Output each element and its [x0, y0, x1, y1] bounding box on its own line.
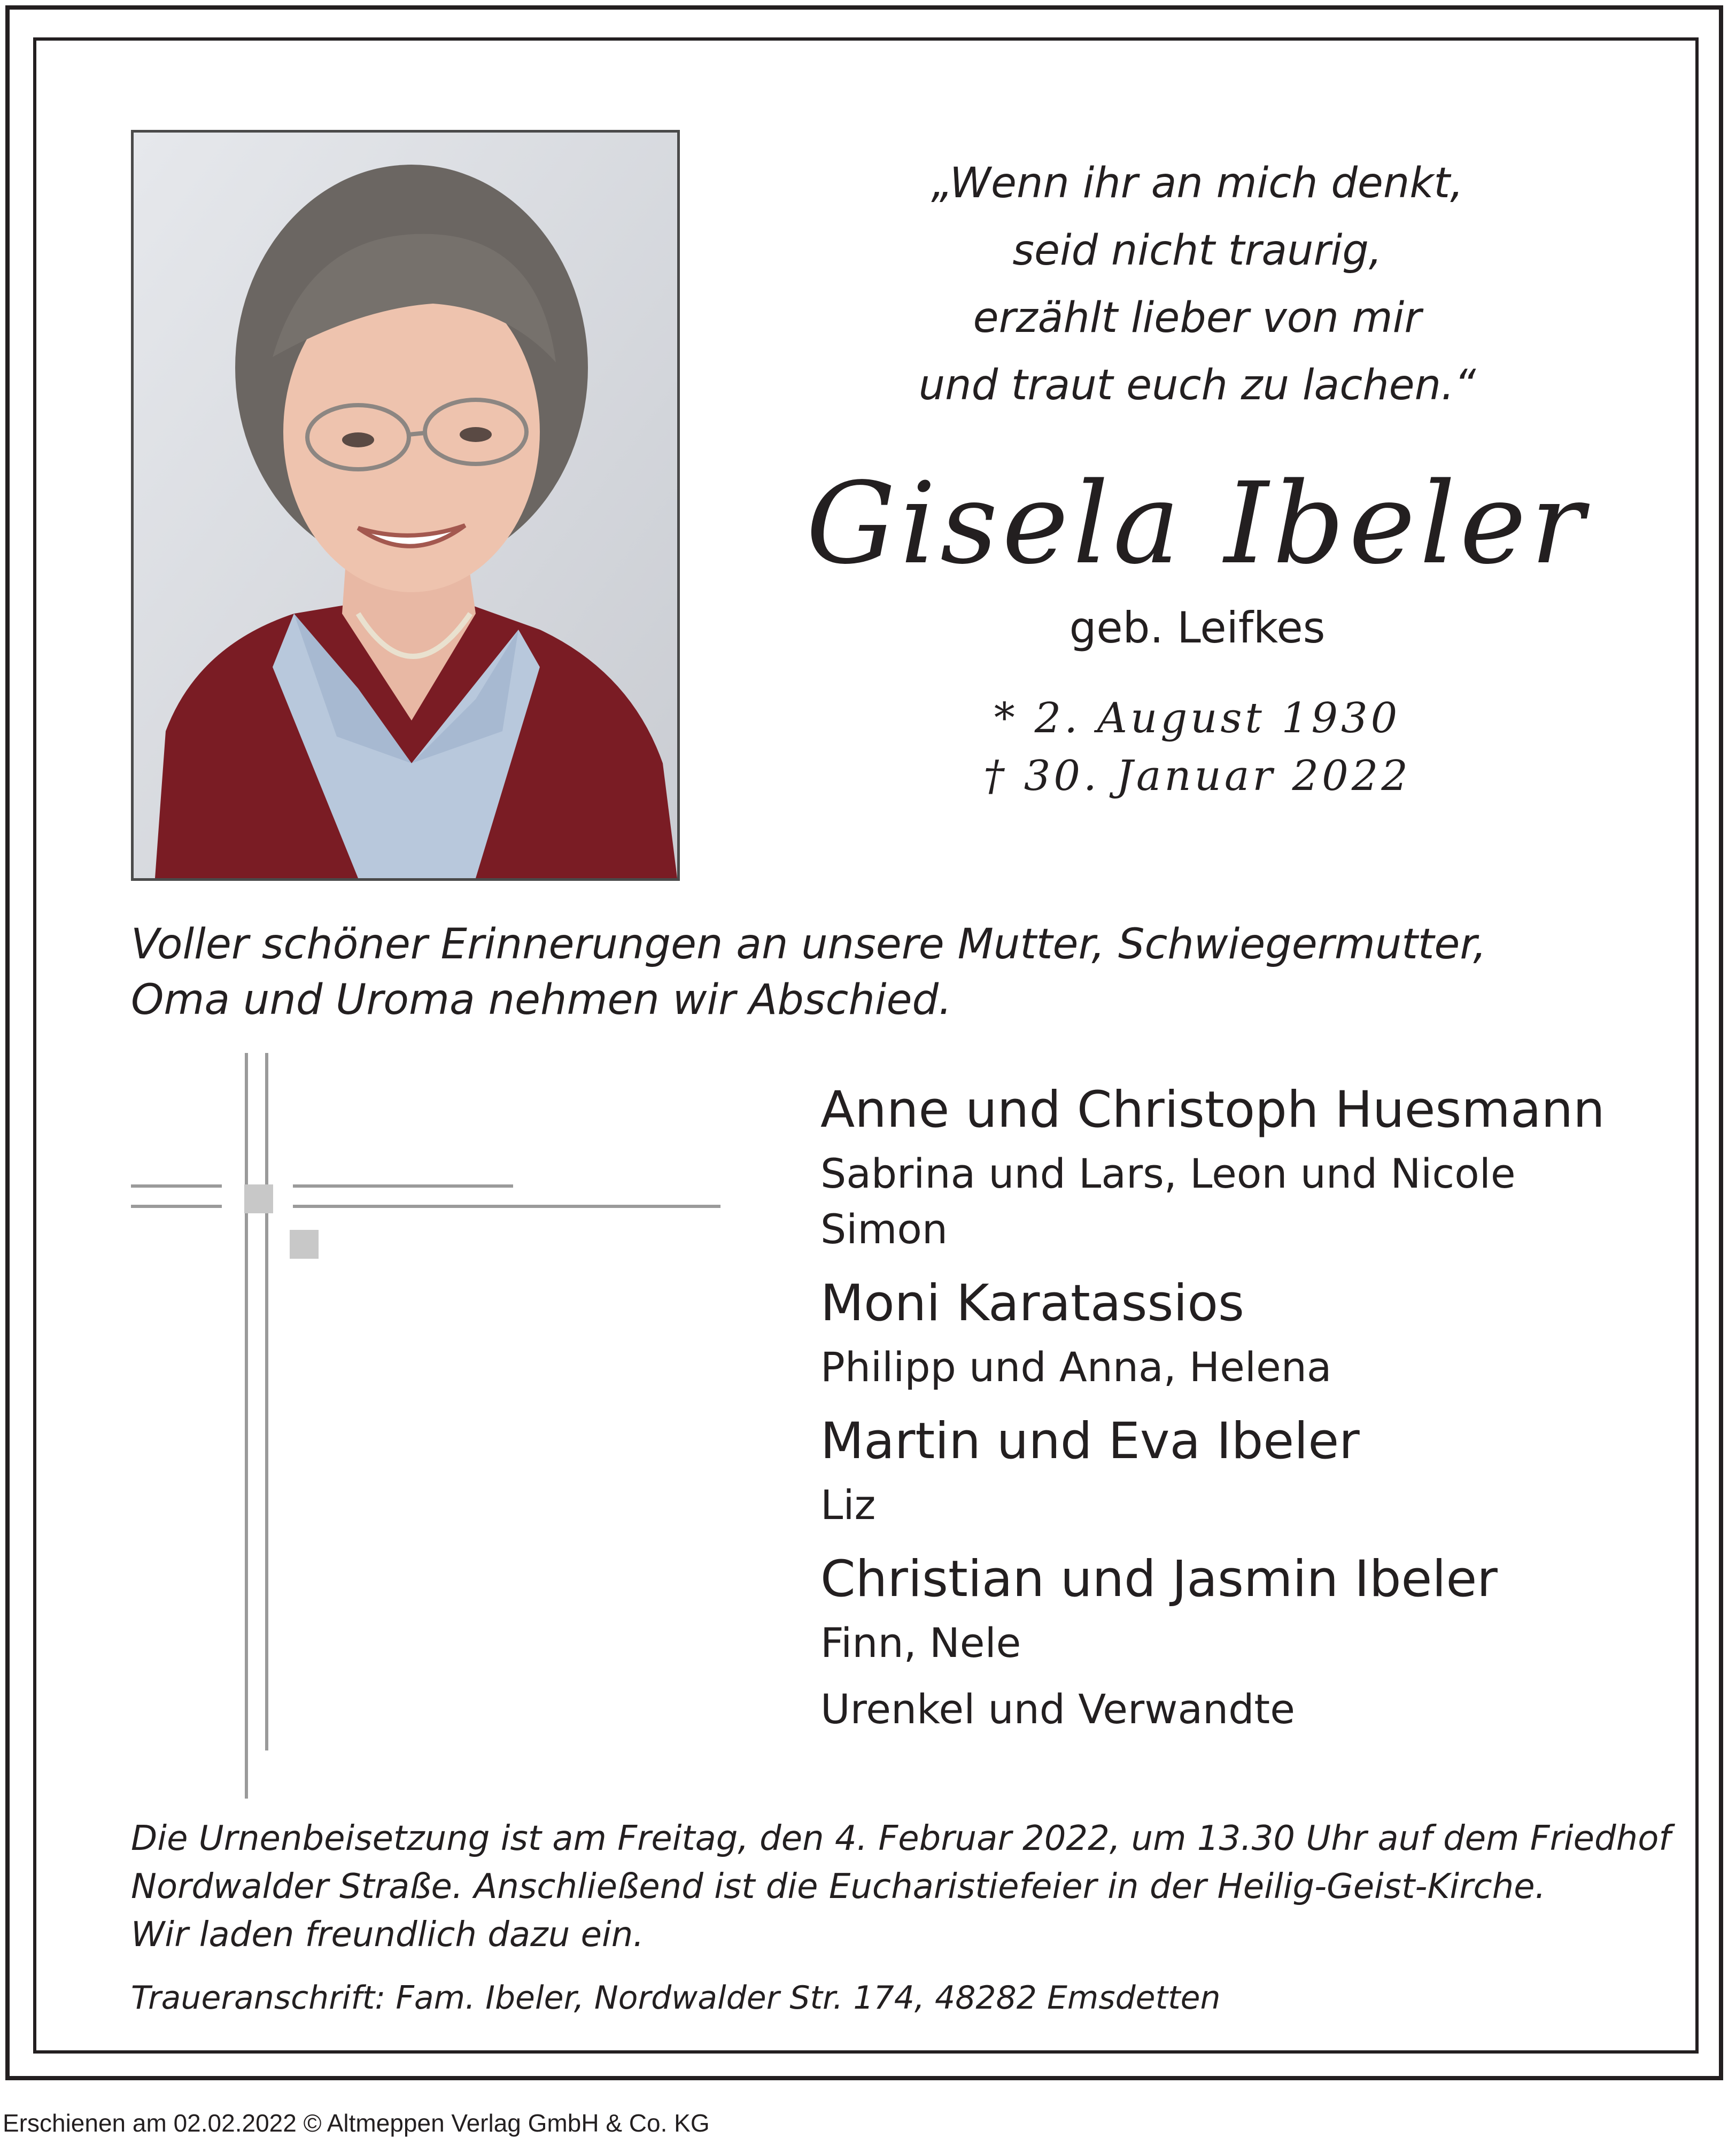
portrait-photo: [131, 130, 680, 881]
family-group: [820, 1406, 1665, 1533]
life-dates: [877, 689, 1518, 805]
family-sub: Sabrina und Lars, Leon und Nicole: [820, 1150, 1516, 1197]
family-sub: Philipp und Anna, Helena: [820, 1343, 1332, 1391]
farewell-line: Voller schöner Erinnerungen an unsere Mutter, Schwiegermutter,: [131, 920, 1487, 969]
deceased-name: Gisela Ibeler: [806, 458, 1588, 589]
cross-square-icon: [290, 1230, 319, 1259]
cross-icon-horizontal-2: [131, 1205, 222, 1208]
death-date: † 30. Januar 2022: [983, 752, 1411, 800]
mourning-address: Traueranschrift: Fam. Ibeler, Nordwalder Str. 174, 48282 Emsdetten: [131, 1979, 1221, 2017]
farewell-line: Oma und Uroma nehmen wir Abschied.: [131, 976, 952, 1024]
cross-square-icon: [244, 1184, 273, 1213]
portrait-illustration: [134, 133, 677, 878]
quote: [877, 150, 1518, 419]
family-head: Moni Karatassios: [820, 1274, 1245, 1332]
publication-footer: Erschienen am 02.02.2022 © Altmeppen Verlag GmbH & Co. KG: [3, 2109, 710, 2137]
cross-icon-horizontal-4: [293, 1205, 720, 1208]
birth-date: * 2. August 1930: [994, 694, 1401, 742]
maiden-name: geb. Leifkes: [1069, 603, 1326, 653]
family-sub: Liz: [820, 1481, 876, 1529]
quote-line: „Wenn ihr an mich denkt,: [931, 159, 1463, 207]
service-line: Die Urnenbeisetzung ist am Freitag, den 4. Februar 2022, um 13.30 Uhr auf dem Friedhof: [131, 1819, 1671, 1858]
service-line: Nordwalder Straße. Anschließend ist die Eucharistiefeier in der Heilig-Geist-Kirche.: [131, 1867, 1546, 1907]
cross-icon-horizontal-1: [131, 1184, 222, 1188]
farewell-text: [131, 917, 1574, 1028]
cross-icon-vertical-2: [265, 1053, 268, 1750]
family-group: [820, 1074, 1665, 1257]
family-closing: Urenkel und Verwandte: [820, 1685, 1295, 1733]
family-group: [820, 1544, 1665, 1671]
family-group: [820, 1268, 1665, 1395]
quote-line: seid nicht traurig,: [1012, 227, 1382, 275]
family-head: Martin und Eva Ibeler: [820, 1412, 1360, 1470]
cross-icon-vertical-1: [245, 1053, 248, 1799]
service-info: [131, 1815, 1681, 1959]
family-head: Anne und Christoph Huesmann: [820, 1081, 1605, 1139]
family-sub: Simon: [820, 1205, 948, 1253]
quote-line: erzählt lieber von mir: [973, 294, 1422, 342]
family-list: [820, 1074, 1665, 1737]
service-line: Wir laden freundlich dazu ein.: [131, 1915, 644, 1955]
quote-line: und traut euch zu lachen.“: [918, 361, 1476, 409]
cross-icon-horizontal-3: [293, 1184, 513, 1188]
family-sub: Finn, Nele: [820, 1619, 1021, 1667]
family-head: Christian und Jasmin Ibeler: [820, 1550, 1498, 1608]
